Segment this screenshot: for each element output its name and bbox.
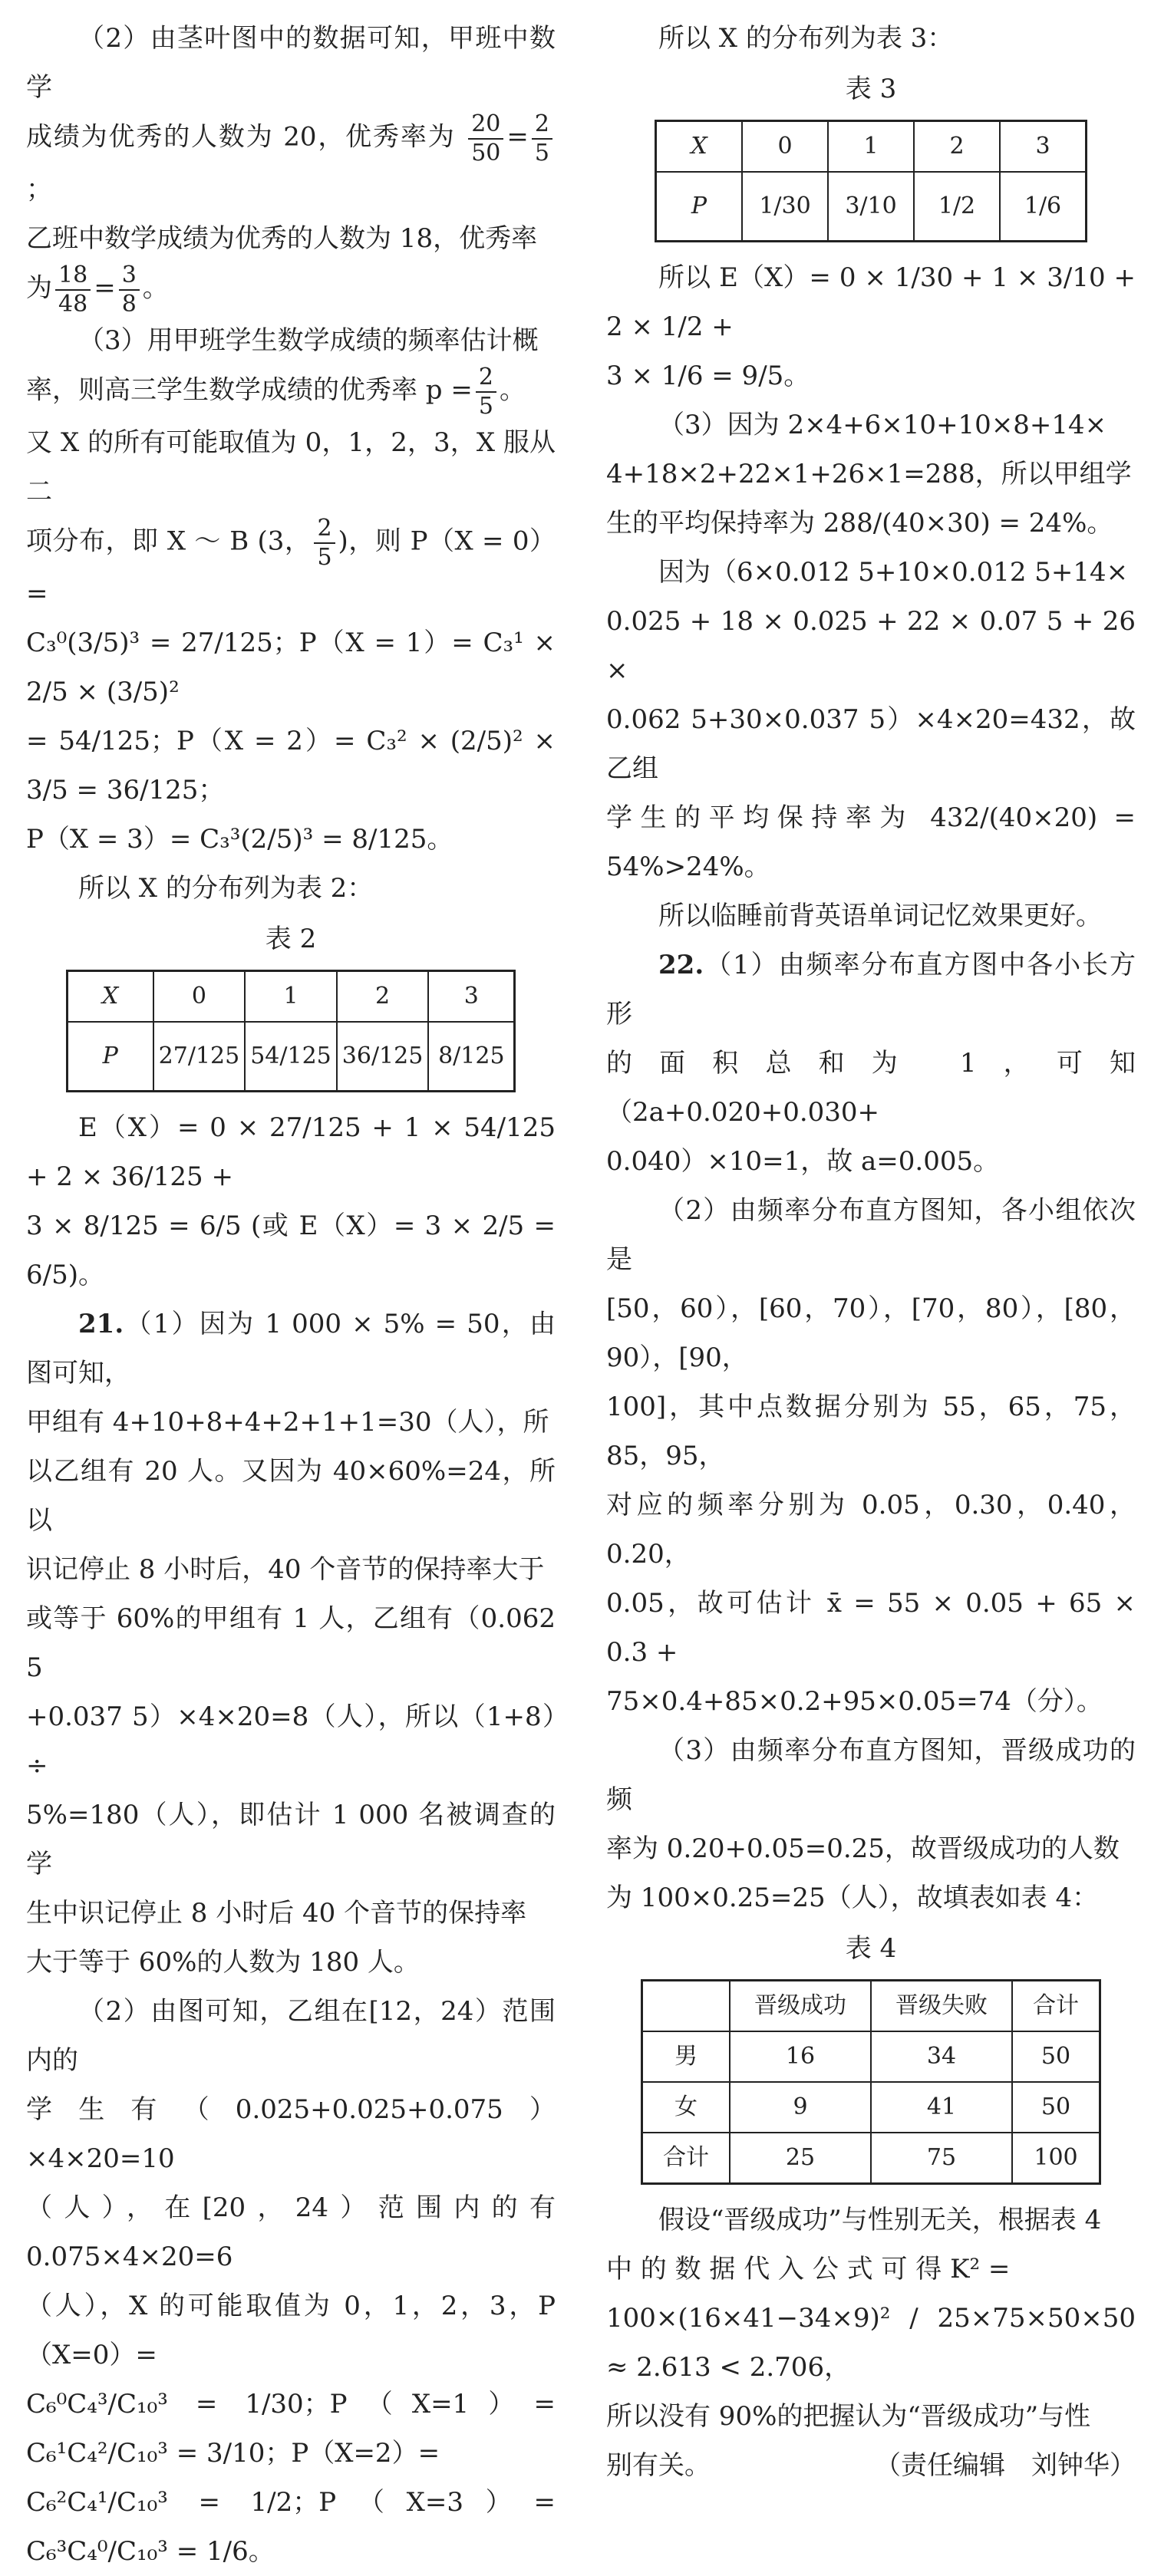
r-final-line2: 别有关。 （责任编辑 刘钟华） xyxy=(606,2441,1136,2490)
q21-line9: 大于等于 60%的人数为 180 人。 xyxy=(26,1947,420,1978)
q22-2-line5: 0.05，故可估计 x̄ = 55 × 0.05 + 65 × 0.3 + xyxy=(606,1588,1136,1668)
q22-2-line6: 75×0.4+85×0.2+95×0.05=74（分）。 xyxy=(606,1686,1103,1717)
para-3-line1: （3）用甲班学生数学成绩的频率估计概 xyxy=(78,325,539,356)
r-para4-line1: 因为（6×0.012 5+10×0.012 5+14× xyxy=(658,557,1129,588)
para-2-line1: （2）由茎叶图中的数据可知，甲班中数学 xyxy=(26,23,556,103)
table-row: X 0 1 2 3 xyxy=(67,971,515,1023)
table-row: P 27/125 54/125 36/125 8/125 xyxy=(67,1022,515,1092)
q21-line7: 5%=180（人），即估计 1 000 名被调查的学 xyxy=(26,1800,556,1879)
r-hypothesis-line1: 假设“晋级成功”与性别无关，根据表 4 xyxy=(658,2205,1102,2235)
table-3 xyxy=(655,120,1087,242)
r-para4-line2: 0.025 + 18 × 0.025 + 22 × 0.07 5 + 26 × xyxy=(606,606,1136,686)
r-para3-line2: 4+18×2+22×1+26×1=288，所以甲组学 xyxy=(606,459,1132,489)
q21-2-line5: C₆⁰C₄³/C₁₀³ = 1/30；P（X=1）= C₆¹C₄²/C₁₀³ = 3/10；P（X=2）= xyxy=(26,2389,556,2469)
q22-2-line2: [50，60），[60，70），[70，80），[80，90），[90， xyxy=(606,1293,1136,1373)
r-para3-line1: （3）因为 2×4+6×10+10×8+14× xyxy=(658,410,1107,440)
table-row: X 0 1 2 3 xyxy=(656,121,1087,173)
frac-18-48: $\frac{18}{48}$ xyxy=(55,263,91,316)
r-expectation-line2: 3 × 1/6 = 9/5。 xyxy=(606,361,810,391)
table-row: 男 16 34 50 xyxy=(642,2031,1100,2082)
para-2-line2: 成绩为优秀的人数为 20，优秀率为 $\frac{20}{50}$ = $\frac{2}{5}$ ； xyxy=(26,112,556,214)
r-chi-square-formula: 100×(16×41−34×9)² / 25×75×50×50 ≈ 2.613 < 2.706， xyxy=(606,2303,1136,2383)
table4-caption: 表 4 xyxy=(845,1933,897,1964)
expectation-line1: E（X）= 0 × 27/125 + 1 × 54/125 + 2 × 36/125 + xyxy=(26,1112,556,1192)
r-para3-line3: 生的平均保持率为 288/(40×30) = 24%。 xyxy=(606,508,1113,539)
q21-line8: 生中识记停止 8 小时后 40 个音节的保持率 xyxy=(26,1898,527,1929)
table3-caption: 表 3 xyxy=(845,74,897,104)
expectation-line2: 3 × 8/125 = 6/5 (或 E（X）= 3 × 2/5 = 6/5)。 xyxy=(26,1211,556,1290)
table-row: 合计 25 75 100 xyxy=(642,2133,1100,2184)
table-2 xyxy=(66,970,516,1092)
q21-line1: 21.（1）因为 1 000 × 5% = 50，由图可知， xyxy=(26,1309,556,1388)
para-3-line3: 又 X 的所有可能取值为 0，1，2，3，X 服从二 xyxy=(26,427,556,507)
formula-p3: P（X = 3）= C₃³(2/5)³ = 8/125。 xyxy=(26,824,453,855)
para-2-line3: 乙班中数学成绩为优秀的人数为 18，优秀率 xyxy=(26,223,538,254)
table2-intro: 所以 X 的分布列为表 2： xyxy=(78,873,374,904)
frac-20-50: $\frac{20}{50}$ xyxy=(468,112,503,165)
q21-2-line6: C₆²C₄¹/C₁₀³ = 1/2；P（X=3）= C₆³C₄⁰/C₁₀³ = 1/6。 xyxy=(26,2487,556,2567)
q21-line4: 识记停止 8 小时后，40 个音节的保持率大于 xyxy=(26,1554,545,1585)
frac-3-8: $\frac{3}{8}$ xyxy=(119,263,140,316)
formula-p2: = 54/125；P（X = 2）= C₃² × (2/5)² × 3/5 = 36/125； xyxy=(26,726,556,805)
para-3-line4: 项分布，即 X ～ B (3， $\frac{2}{5}$ )，则 P（X = 0）= xyxy=(26,515,556,609)
table-row: P 1/30 3/10 1/2 1/6 xyxy=(656,172,1087,242)
q22-2-line3: 100]，其中点数据分别为 55，65，75，85，95， xyxy=(606,1392,1136,1471)
q22-2-line4: 对应的频率分别为 0.05，0.30，0.40，0.20， xyxy=(606,1490,1136,1570)
table-4 xyxy=(641,1979,1101,2185)
q22-line1: 22.（1）由频率分布直方图中各小长方形 xyxy=(606,950,1136,1029)
left-column xyxy=(26,14,556,2576)
table2-caption: 表 2 xyxy=(265,924,317,954)
table3-intro: 所以 X 的分布列为表 3： xyxy=(658,23,954,54)
frac-2-5: $\frac{2}{5}$ xyxy=(532,112,552,165)
q21-line2: 甲组有 4+10+8+4+2+1+1=30（人），所 xyxy=(26,1407,549,1438)
q21-2-line2: 学生有（0.025+0.025+0.075）×4×20=10 xyxy=(26,2094,556,2174)
q22-line3: 0.040）×10=1，故 a=0.005。 xyxy=(606,1146,1000,1177)
para-3-line2: 率，则高三学生数学成绩的优秀率 p = $\frac{2}{5}$ 。 xyxy=(26,364,526,420)
q21-line5: 或等于 60%的甲组有 1 人，乙组有（0.062 5 xyxy=(26,1603,556,1683)
right-column xyxy=(606,14,1136,2490)
q22-3-line3: 为 100×0.25=25（人），故填表如表 4： xyxy=(606,1883,1099,1913)
r-expectation-line1: 所以 E（X）= 0 × 1/30 + 1 × 3/10 + 2 × 1/2 + xyxy=(606,262,1136,342)
q21-2-line3: （人），在[20，24）范围内的有 0.075×4×20=6 xyxy=(26,2192,556,2272)
q22-2-line1: （2）由频率分布直方图知，各小组依次是 xyxy=(606,1195,1136,1275)
r-final-line1: 所以没有 90%的把握认为“晋级成功”与性 xyxy=(606,2401,1091,2432)
q21-line3: 以乙组有 20 人。又因为 40×60%=24，所以 xyxy=(26,1456,556,1536)
table-row: 晋级成功 晋级失败 合计 xyxy=(642,1981,1100,2032)
q22-line2: 的面积总和为 1，可知（2a+0.020+0.030+ xyxy=(606,1048,1136,1128)
q21-2-line4: （人），X 的可能取值为 0，1，2，3，P（X=0）= xyxy=(26,2291,556,2370)
r-para4-line3: 0.062 5+30×0.037 5）×4×20=432，故乙组 xyxy=(606,704,1136,784)
formula-p0-p1: C₃⁰(3/5)³ = 27/125；P（X = 1）= C₃¹ × 2/5 × (3/5)² xyxy=(26,628,556,707)
q21-2-line1: （2）由图可知，乙组在[12，24）范围内的 xyxy=(26,1996,556,2076)
q21-line6: +0.037 5）×4×20=8（人），所以（1+8）÷ xyxy=(26,1701,556,1781)
q22-3-line1: （3）由频率分布直方图知，晋级成功的频 xyxy=(606,1735,1136,1815)
r-para4-line4: 学生的平均保持率为 432/(40×20) = 54%>24%。 xyxy=(606,802,1136,882)
r-hypothesis-line2: 中 的 数 据 代 入 公 式 可 得 K² = xyxy=(606,2254,1011,2284)
r-conclusion: 所以临睡前背英语单词记忆效果更好。 xyxy=(658,901,1102,931)
table-row: 女 9 41 50 xyxy=(642,2082,1100,2133)
editor-signature: （责任编辑 刘钟华） xyxy=(875,2450,1136,2481)
para-2-line4: 为 $\frac{18}{48}$ = $\frac{3}{8}$ 。 xyxy=(26,262,169,318)
q22-3-line2: 率为 0.20+0.05=0.25，故晋级成功的人数 xyxy=(606,1833,1120,1864)
